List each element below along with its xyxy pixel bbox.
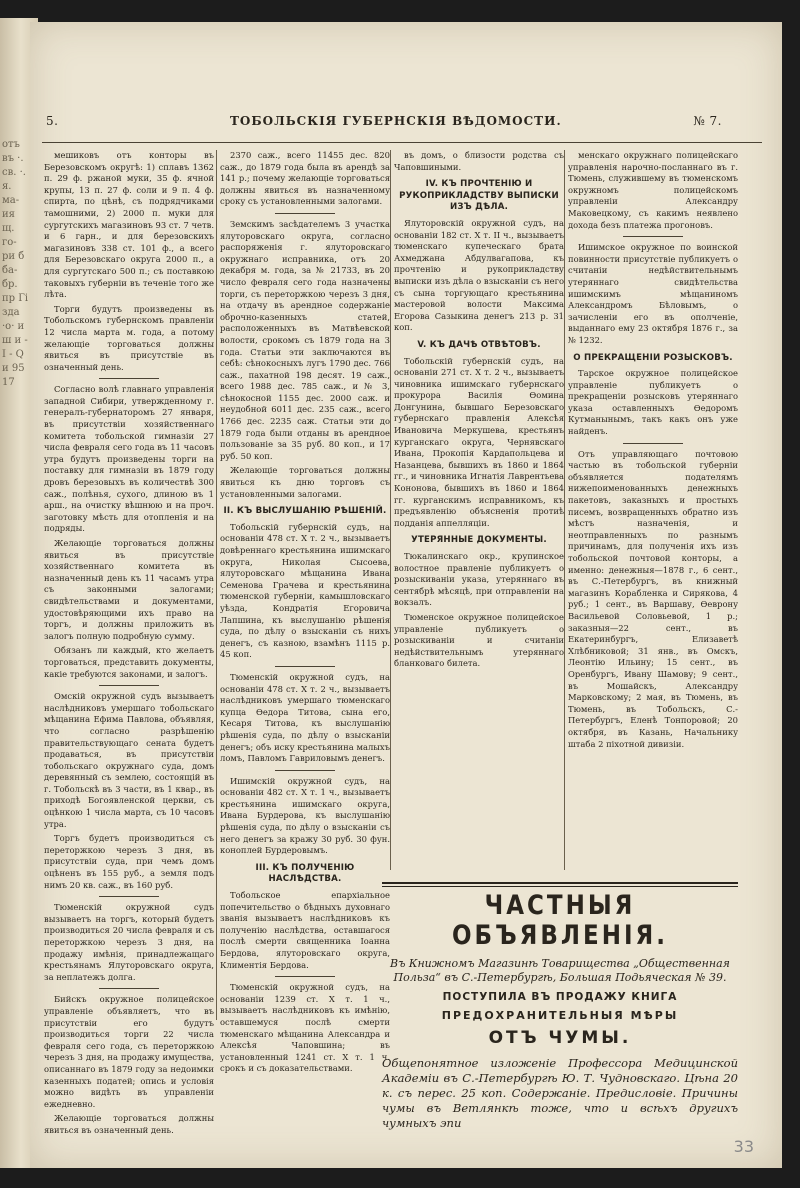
section-heading: II. КЪ ВЫСЛУШАНІЮ РѢШЕНІЙ. [223, 506, 387, 517]
separator [623, 236, 683, 237]
book-title-main: ОТЪ ЧУМЫ. [488, 1028, 632, 1048]
paragraph: Желающіе торговаться должны явиться въ присутствіе хозяйственнаго комитета въ назначенный день къ 11 часамъ утра съ законными залогами; свидѣтельствами и документами, удостовѣряющими ихъ право на торгъ, и должны приложить въ залогъ полную подробную сумму. [44, 538, 214, 641]
paragraph: Ишимское окружное по воинской повинности присутствіе публикуетъ о считаніи недѣйствительнымъ утеряннаго свидѣтельства ишимскимъ мѣщаниномъ Александромъ Бѣловымъ, о зачисленіи его въ ополченіе, выданнаго ему 23 октября 1876 г., за № 1232. [568, 242, 738, 345]
newspaper-title: ТОБОЛЬСКІЯ ГУБЕРНСКІЯ ВѢДОМОСТИ. [230, 114, 562, 128]
paragraph: мешиковъ отъ конторы въ Березовскомъ округѣ: 1) сплавъ 1362 п. 29 ф. ржаной муки, 35 ф. ячной крупы, 13 п. 27 ф. соли и 9 п. 4 ф. спирта, по цѣнѣ, съ подрядчиками тамошними, 2) 2000 п. муки для сургутскихъ магазиновъ 93 ст. 7 четв. и 6 гарн., и для березовскихъ магазиновъ 338 ст. 101 ф., а всего для Березовскаго округа 2000 п., а для сургутскаго 500 п.; съ поставкою таковыхъ губерніи въ теченіе того же лѣта. [44, 150, 214, 300]
paragraph: Тюменскій окружной судъ, на основаніи 1239 ст. X т. 1 ч., вызываетъ наслѣдниковъ къ имѣнію, оставшемуся послѣ смерти тюменскаго мѣщанина Александра и Алексѣя Чаповшина; въ установленный 1241 ст. X т. 1 ч. срокъ и съ доказательствами. [220, 982, 390, 1074]
paragraph: Земскимъ засѣдателемъ 3 участка ялуторовскаго округа, согласно распоряженія г. ялуторовскаго окружнаго исправника, отъ 20 декабря м. года, за № 21733, въ 20 число февраля сего года назначены торги, съ переторжкою черезъ 3 дня, на отдачу въ арендное содержаніе оброчно-казенныхъ статей, расположенныхъ въ Матвѣевской волости, срокомъ съ 1879 года на 3 года. Статьи эти заключаются въ себѣ: сѣнокосныхъ лугъ 1790 дес. 766 саж., пахатной 198 десят. 19 саж., всего 1988 дес. 785 саж., и № 3, сѣнокосной 1155 дес. 2000 саж. и неудобной 6011 дес. 235 саж., всего 1766 дес. 2235 саж. Статьи эти до 1879 года были отданы въ арендное пользованіе за 35 руб. 80 коп., и 17 руб. 50 коп. [220, 218, 390, 461]
section-heading: IV. КЪ ПРОЧТЕНІЮ И РУКОПРИКЛАДСТВУ ВЫПИСКИ ИЗЪ ДѢЛА. [399, 179, 559, 213]
for-sale-line: ПОСТУПИЛА ВЪ ПРОДАЖУ КНИГА [442, 991, 678, 1003]
paragraph: Согласно волѣ главнаго управленія западной Сибири, утвержденному г. генералъ-губернаторомъ 27 января, въ присутствіи хозяйственнаго комитета тобольской гимназіи 27 числа февраля сего года въ 11 часовъ утра будутъ произведены торги на поставку для гимназіи въ 1879 году дровъ березовыхъ въ количествѣ 300 саж., полѣнья, сухого, длиною въ 1 арш., на очистку вѣшнюю и на проч. заготовку мѣсть для отопленія и на подряды. [44, 384, 214, 534]
column-4 [568, 150, 738, 749]
separator [275, 666, 335, 667]
section-heading: УТЕРЯННЫЕ ДОКУМЕНТЫ. [411, 535, 547, 546]
pencil-page-mark: 33 [733, 1137, 754, 1156]
book-title-line: ПРЕДОХРАНИТЕЛЬНЫЯ МѢРЫ [441, 1009, 679, 1022]
ads-top-rule-thin [382, 886, 738, 887]
section-heading: V. КЪ ДАЧѢ ОТВѢТОВЪ. [417, 339, 541, 350]
gutter-text: отъ въ ·. св. ·. я. ма- ия щ. го- ри б ба- бр. пр Гі зда ·о· и ш и - І - Q и 95 17 [2, 139, 29, 388]
separator [623, 443, 683, 444]
column-1 [44, 150, 214, 1135]
separator [275, 976, 335, 977]
column-divider [390, 150, 391, 870]
paragraph: Торгъ будетъ производиться съ переторжкою черезъ 3 дня, въ присутствіи суда, при чемъ домъ оцѣненъ въ 155 руб., а земля подъ нимъ 20 кв. саж., въ 160 руб. [44, 833, 214, 890]
separator [99, 988, 159, 989]
paragraph: Торги будутъ произведены въ Тобольскомъ губернскомъ правленіи 12 числа марта м. года, а потому желающіе торговаться должны явиться въ присутствіе въ означенный день. [44, 303, 214, 372]
issue-number: № 7. [693, 114, 722, 128]
column-divider [564, 150, 565, 870]
paragraph: Тарское окружное полицейское управленіе публикуетъ о прекращеніи розысковъ утеряннаго указа оставленныхъ Ѳедоромъ Кутманынымъ, такъ какъ онъ уже найденъ. [568, 368, 738, 437]
paragraph: 2370 саж., всего 11455 дес. 820 саж., до 1879 года была въ арендѣ за 141 р.; почему желающіе торговаться должны явиться въ назначенному сроку съ установленными залогами. [220, 150, 390, 207]
paragraph: Омскій окружной судъ вызываетъ наслѣдниковъ умершаго тобольскаго мѣщанина Ефима Павлова, объявляя, что согласно разрѣшенію правительствующаго сената будетъ продаваться, въ присутствіи тобольскаго окружнаго суда, домъ деревянный съ землею, состоящій въ г. Тобольскѣ въ 3 части, въ 1 квар., въ приходѣ Богоявленской церкви, съ оцѣнкою 1 числа марта, съ 10 часовъ утра. [44, 691, 214, 829]
paragraph: Отъ управляющаго почтовою частью въ тобольской губерніи объявляется подателямъ нижепоименованныхъ денежныхъ пакетовъ, заказныхъ и простыхъ писемъ, возвращенныхъ обратно изъ мѣстъ назначенія, и неотправленныхъ по разнымъ причинамъ, для полученія ихъ изъ тобольской почтовой конторы, а именно: денежныя—1878 г., 6 сент., въ С.-Петербургъ, въ книжный магазинъ Корабленка и Сирякова, 4 руб.; 1 сент., въ Варшаву, Ѳеврону Васильевой Соловьевой, 1 р.; заказныя—22 сент., въ Екатеринбургъ, Елизаветѣ Хлѣбниковой; 31 янв., въ Омскъ, Леонтію Ильину; 15 сент., въ Оренбургъ, Ивану Шамову; 9 сент., въ Мошайскъ, Александру Марковскому; 2 мая, въ Тюмень, въ Тюмень, въ Тобольскъ, С.-Петербургъ, Еленѣ Тонпоровой; 20 октября, въ Казань, Начальнику штаба 2 піхотной дивизіи. [568, 448, 738, 749]
separator [99, 896, 159, 897]
header-rule [42, 142, 762, 143]
paragraph: Тобольское епархіальное попечительство о бѣдныхъ духовнаго званія вызываетъ наслѣдниковъ къ полученію наслѣдства, оставшагося послѣ смерти священника Іоанна Бердова, ялуторовскаго округа, Климентія Бердова. [220, 890, 390, 970]
section-heading: О ПРЕКРАЩЕНІИ РОЗЫСКОВЪ. [573, 352, 733, 363]
paragraph: Тюменскій окружной судъ, на основаніи 478 ст. X т. 2 ч., вызываетъ наслѣдниковъ умершаго тюменскаго купца Ѳедора Титова, сына его, Кесаря Титова, къ выслушанію рѣшенія суда, по дѣлу о взысканіи денегъ; объ иску крестьянина малыхъ ломъ, Павломъ Гавриловымъ денегъ. [220, 671, 390, 764]
column-3 [394, 150, 564, 690]
book-description: Общепонятное изложеніе Профессора Медицинской Академіи въ С.-Петербургѣ Ю. Т. Чудновскаго. Цѣна 20 к. съ перес. 25 коп. Содержаніе. Предисловіе. Причины чумы въ Ветлянкѣ тоже, что и всѣхъ другихъ чумныхъ эпи [382, 1056, 738, 1130]
bookshop-line: Въ Книжномъ Магазинѣ Товарищества „Общественная Польза“ въ С.-Петербургѣ, Большая Подьяческая № 39. [390, 957, 730, 984]
separator [99, 378, 159, 379]
separator [275, 213, 335, 214]
paragraph: Тюменское окружное полицейское управленіе публикуетъ о розыскиваніи и считаніи недѣйствительнымъ утеряннаго бланковаго билета. [394, 611, 564, 669]
paragraph: Ишимскій окружной судъ, на основаніи 482 ст. X т. 1 ч., вызываетъ крестьянина ишимскаго округа, Ивана Бурдерова, къ выслушанію рѣшенія суда, по дѣлу о взысканіи съ него денегъ за кражу 30 руб. 30 фун. коноплей Бурдеровымъ. [220, 775, 390, 856]
paragraph: Бийскъ окружное полицейское управленіе объявляетъ, что въ присутствіи его будутъ производиться торги 22 числа февраля сего года, съ переторжкою черезъ 3 дня, на продажу имущества, описаннаго въ 1879 году за недоимки казенныхъ податей; опись и условія можно видѣть въ управленіи ежедневно. [44, 994, 214, 1109]
paragraph: въ домъ, о близости родства съ Чаповшиными. [394, 150, 564, 172]
ads-title: ЧАСТНЫЯ ОБЪЯВЛЕНІЯ. [451, 891, 668, 951]
separator [275, 770, 335, 771]
paragraph: менскаго окружнаго полицейскаго управленія нарочно-посланнаго въ г. Тюмень, служившему въ тюменскомъ окружномъ полицейскомъ управленіи Александру Маковецкому, съ какимъ неявлено дохода безъ платежа прогоновъ. [568, 150, 738, 230]
paragraph: Желающіе торговаться должны явиться къ дню торговъ съ установленными залогами. [220, 465, 390, 499]
column-2 [220, 150, 390, 1074]
paragraph: Тобольскій губернскій судъ, на основаніи 271 ст. X т. 2 ч., вызываетъ чиновника ишимскаго губернскаго прокурора Василія Ѳомина Донгунина, бывшаго Березовскаго губернскаго правленія Алексѣя Ивановича Меркушева, крестьянъ курганскаго округа, Чернявскаго Ивана, Прокопія Кардапольцева и Назанцева, бывшихъ въ 1860 и 1864 гг., и чиновника Игнатія Лаврентьева Кононова, бывшихъ въ 1860 и 1864 гг. курганскимъ исправникомъ, къ предъявленію объясненія протиѣ подданія аппелляціи. [394, 355, 564, 528]
newspaper-page [30, 22, 782, 1168]
section-heading: III. КЪ ПОЛУЧЕНІЮ НАСЛѢДСТВА. [255, 862, 355, 885]
ads-top-rule [382, 882, 738, 884]
paragraph: Обязанъ ли каждый, кто желаетъ торговаться, представить документы, какіе требуются законами, и залогъ. [44, 645, 214, 679]
paragraph: Тюменскій окружной судъ вызываетъ на торгъ, который будетъ производиться 20 числа февраля и съ переторжкою черезъ 3 дня, на продажу имѣнія, принадлежащаго крестьянамъ Ялуторовскаго округа, за неплатежъ долга. [44, 902, 214, 982]
separator [99, 685, 159, 686]
page-header [30, 114, 782, 138]
paragraph: Ялуторовскій окружной судъ, на основаніи 182 ст. X т. II ч., вызываетъ тюменскаго купеческаго брата Ахмеджана Абдулвагапова, къ прочтенію и рукоприкладству выписки изъ дѣла о взысканіи съ него съ сына торгующаго крестьянина мастеровой волости Максима Егорова Сазыкина денегъ 213 р. 31 коп. [394, 217, 564, 333]
paragraph: Тобольскій губернскій судъ, на основаніи 478 ст. X т. 2 ч., вызываетъ довѣреннаго крестьянина ишимскаго округа, Николая Сысоева, ялуторовскаго мѣщанина Ивана Семенова Грачева и крестьянина тюменской губерніи, камышловскаго уѣзда, Кондратія Егоровича Лапшина, къ выслушанію рѣшенія суда, по дѣлу о взысканіи съ нихъ денегъ, съ казною, взамѣнъ 1115 р. 45 коп. [220, 521, 390, 660]
paragraph: Тюкалинскаго окр., крупинское волостное правленіе публикуетъ о розыскиваніи указа, утеряннаго въ сентябрѣ мѣсяцѣ, при отправленіи на вокзалъ. [394, 551, 564, 608]
page-number: 5. [46, 114, 59, 128]
paragraph: Желающіе торговаться должны явиться въ означенный день. [44, 1113, 214, 1135]
column-divider [216, 150, 217, 1020]
private-announcements [382, 882, 738, 1131]
